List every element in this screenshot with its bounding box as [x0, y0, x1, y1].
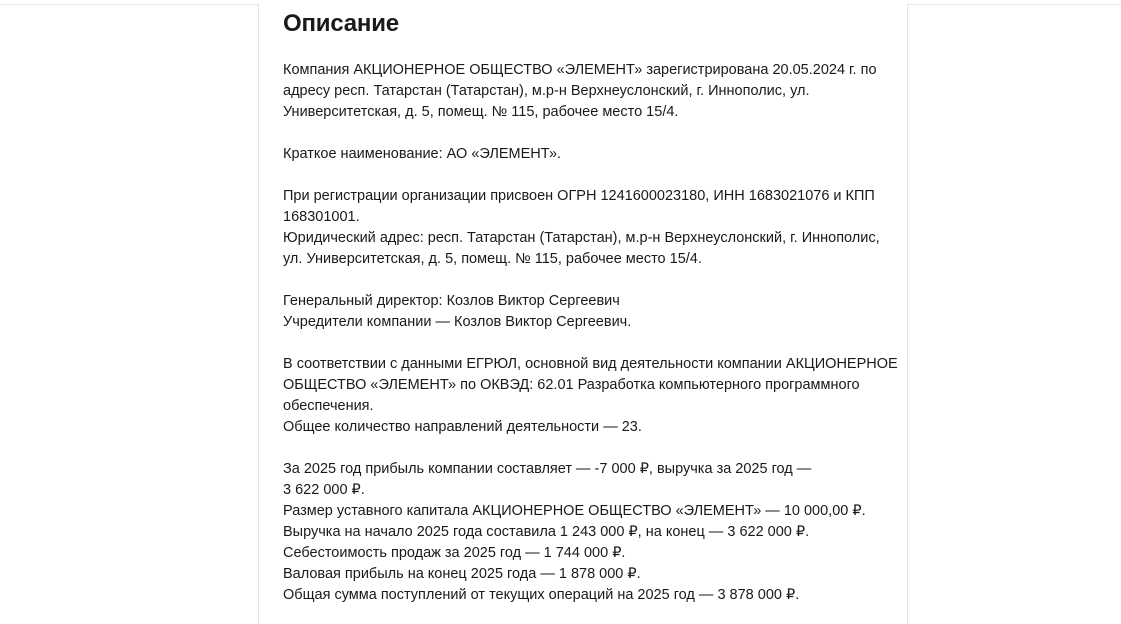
text-line: В соответствии с данными ЕГРЮЛ, основной вид деятельности компании АКЦИОНЕРНОЕ	[283, 356, 898, 372]
paragraph-identifiers	[283, 186, 883, 270]
text-line: Генеральный директор: Козлов Виктор Сергеевич	[283, 293, 620, 309]
description-card	[258, 4, 908, 624]
text-line: Валовая прибыль на конец 2025 года — 1 878 000 ₽.	[283, 566, 641, 582]
section-title: Описание	[283, 10, 399, 37]
text-line: Общее количество направлений деятельности — 23.	[283, 419, 642, 435]
text-line: ОБЩЕСТВО «ЭЛЕМЕНТ» по ОКВЭД: 62.01 Разработка компьютерного программного	[283, 377, 860, 393]
text-line: При регистрации организации присвоен ОГРН 1241600023180, ИНН 1683021076 и КПП	[283, 188, 875, 204]
paragraph-gap	[283, 438, 883, 459]
paragraph-gap	[283, 123, 883, 144]
text-line: Выручка на начало 2025 года составила 1 243 000 ₽, на конец — 3 622 000 ₽.	[283, 524, 810, 540]
text-line: Размер уставного капитала АКЦИОНЕРНОЕ ОБЩЕСТВО «ЭЛЕМЕНТ» — 10 000,00 ₽.	[283, 503, 866, 519]
text-line: обеспечения.	[283, 398, 374, 414]
paragraph-management	[283, 291, 883, 333]
text-line: 3 622 000 ₽.	[283, 482, 365, 498]
text-line: Компания АКЦИОНЕРНОЕ ОБЩЕСТВО «ЭЛЕМЕНТ» зарегистрирована 20.05.2024 г. по	[283, 62, 877, 78]
paragraph-gap	[283, 270, 883, 291]
paragraph-activity	[283, 354, 898, 438]
paragraph-gap	[283, 165, 883, 186]
text-line: Юридический адрес: респ. Татарстан (Татарстан), м.р-н Верхнеуслонский, г. Иннополис,	[283, 230, 880, 246]
paragraph-financials	[283, 459, 883, 606]
text-line: Учредители компании — Козлов Виктор Сергеевич.	[283, 314, 632, 330]
text-line: адресу респ. Татарстан (Татарстан), м.р-н Верхнеуслонский, г. Иннополис, ул.	[283, 83, 810, 99]
text-line: Краткое наименование: АО «ЭЛЕМЕНТ».	[283, 146, 562, 162]
text-line: Себестоимость продаж за 2025 год — 1 744 000 ₽.	[283, 545, 626, 561]
text-line: Университетская, д. 5, помещ. № 115, рабочее место 15/4.	[283, 104, 679, 120]
paragraph-short-name	[283, 144, 883, 165]
description-body	[283, 60, 898, 606]
text-line: 168301001.	[283, 209, 360, 225]
text-line: За 2025 год прибыль компании составляет — -7 000 ₽, выручка за 2025 год —	[283, 461, 812, 477]
text-line: Общая сумма поступлений от текущих операций на 2025 год — 3 878 000 ₽.	[283, 587, 800, 603]
text-line: ул. Университетская, д. 5, помещ. № 115, рабочее место 15/4.	[283, 251, 702, 267]
paragraph-gap	[283, 333, 883, 354]
paragraph-registration	[283, 60, 883, 123]
